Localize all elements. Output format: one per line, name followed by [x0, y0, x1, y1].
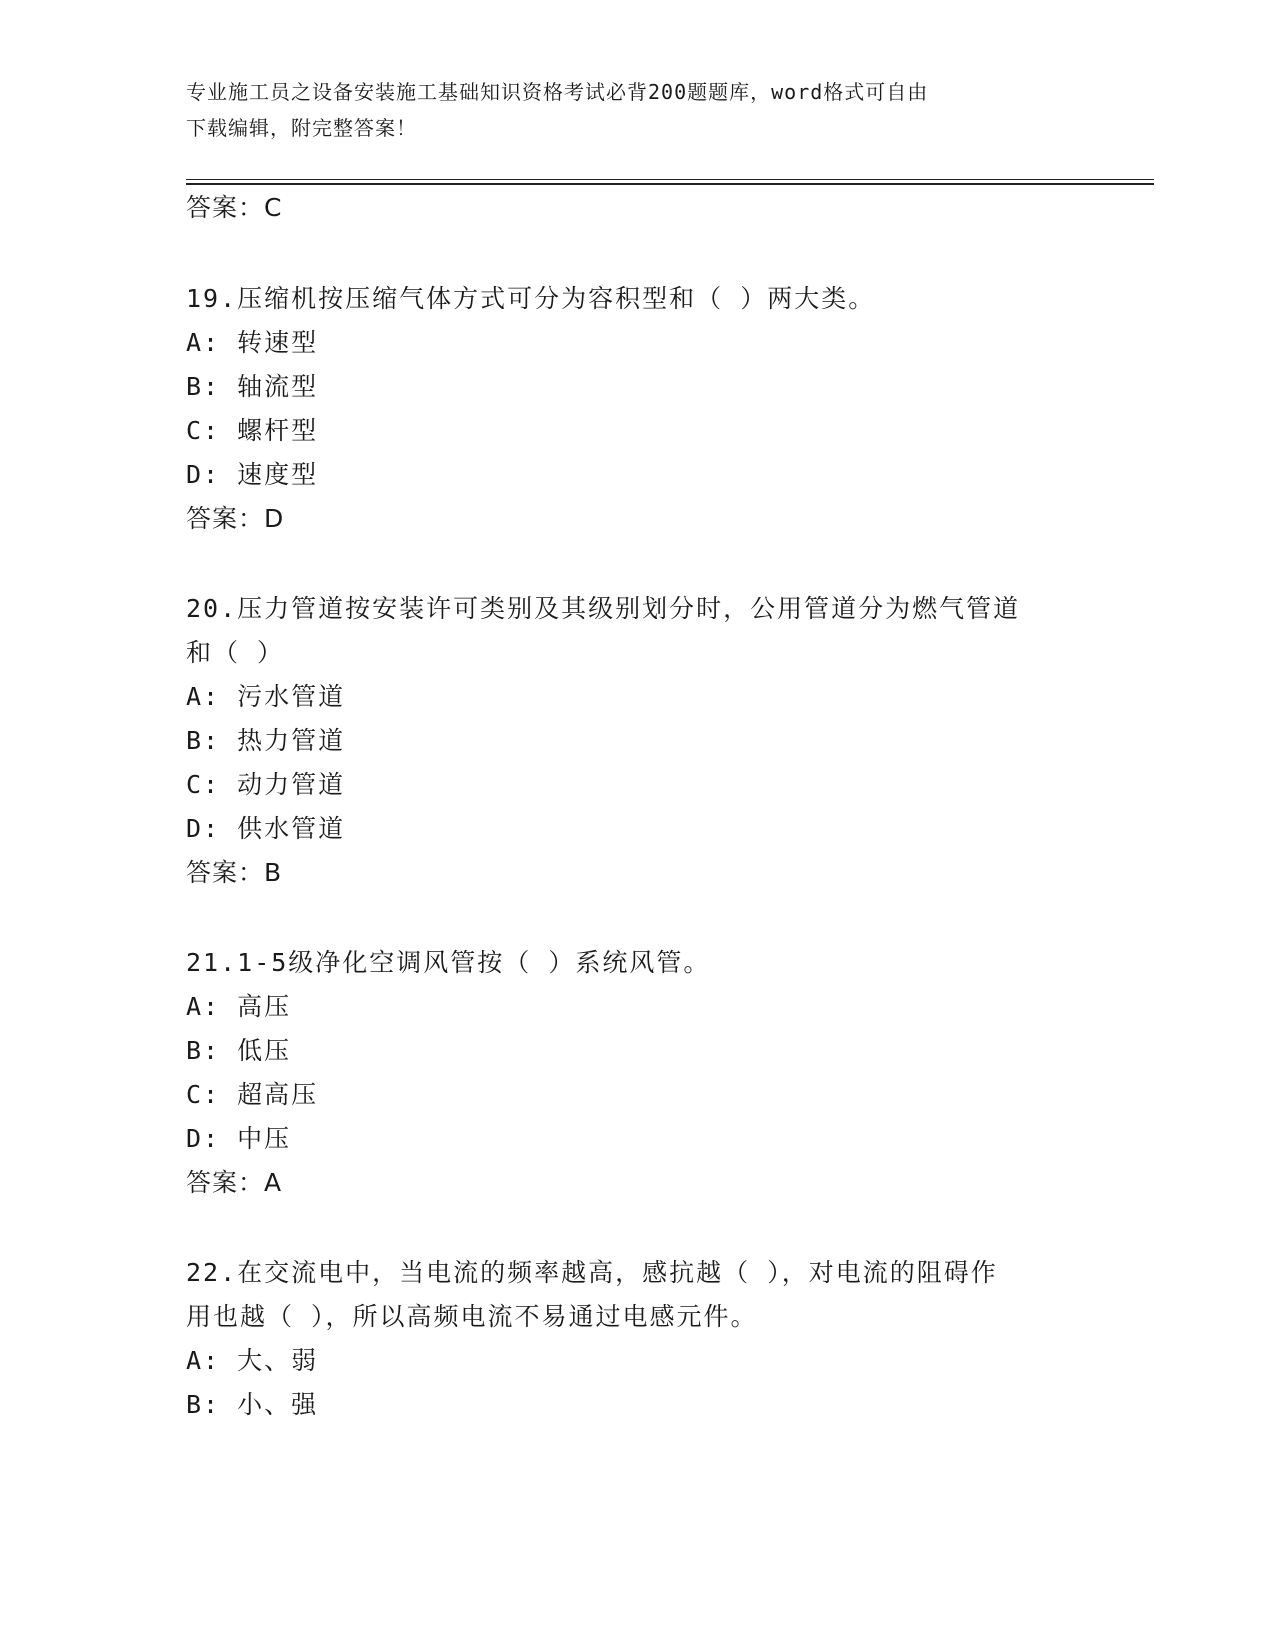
- question-21-option-a: A: 高压: [186, 992, 292, 1021]
- question-20-answer: 答案：B: [186, 858, 283, 887]
- question-21-option-d: D: 中压: [186, 1124, 292, 1153]
- question-21-stem: 21.1-5级净化空调风管按（ ）系统风管。: [186, 948, 711, 977]
- question-20-stem-line-2: 和（ ）: [186, 638, 285, 667]
- header-line-2: 下载编辑，附完整答案！: [186, 116, 417, 140]
- question-20-option-b: B: 热力管道: [186, 726, 346, 755]
- header-divider-thick: [186, 183, 1154, 185]
- previous-answer: 答案：C: [186, 193, 283, 222]
- question-22-stem-line-2: 用也越（ ），所以高频电流不易通过电感元件。: [186, 1302, 758, 1331]
- question-20-option-d: D: 供水管道: [186, 814, 346, 843]
- header-divider-thin: [186, 179, 1154, 180]
- question-19-option-c: C: 螺杆型: [186, 416, 319, 445]
- question-21-answer: 答案：A: [186, 1168, 283, 1197]
- question-19-stem: 19.压缩机按压缩气体方式可分为容积型和（ ）两大类。: [186, 284, 876, 313]
- question-21-option-b: B: 低压: [186, 1036, 292, 1065]
- question-22-option-a: A: 大、弱: [186, 1346, 319, 1375]
- question-22-stem-line-1: 22.在交流电中，当电流的频率越高，感抗越（ ），对电流的阻碍作: [186, 1258, 998, 1287]
- question-19-option-d: D: 速度型: [186, 460, 319, 489]
- question-20-option-c: C: 动力管道: [186, 770, 346, 799]
- document-header: [186, 74, 1086, 146]
- header-line-1: 专业施工员之设备安装施工基础知识资格考试必背200题题库，word格式可自由: [186, 80, 929, 104]
- question-20-option-a: A: 污水管道: [186, 682, 346, 711]
- question-19-option-b: B: 轴流型: [186, 372, 319, 401]
- question-20-stem-line-1: 20.压力管道按安装许可类别及其级别划分时，公用管道分为燃气管道: [186, 594, 1021, 623]
- question-21-option-c: C: 超高压: [186, 1080, 319, 1109]
- question-19-option-a: A: 转速型: [186, 328, 319, 357]
- question-22-option-b: B: 小、强: [186, 1390, 319, 1419]
- question-19-answer: 答案：D: [186, 504, 285, 533]
